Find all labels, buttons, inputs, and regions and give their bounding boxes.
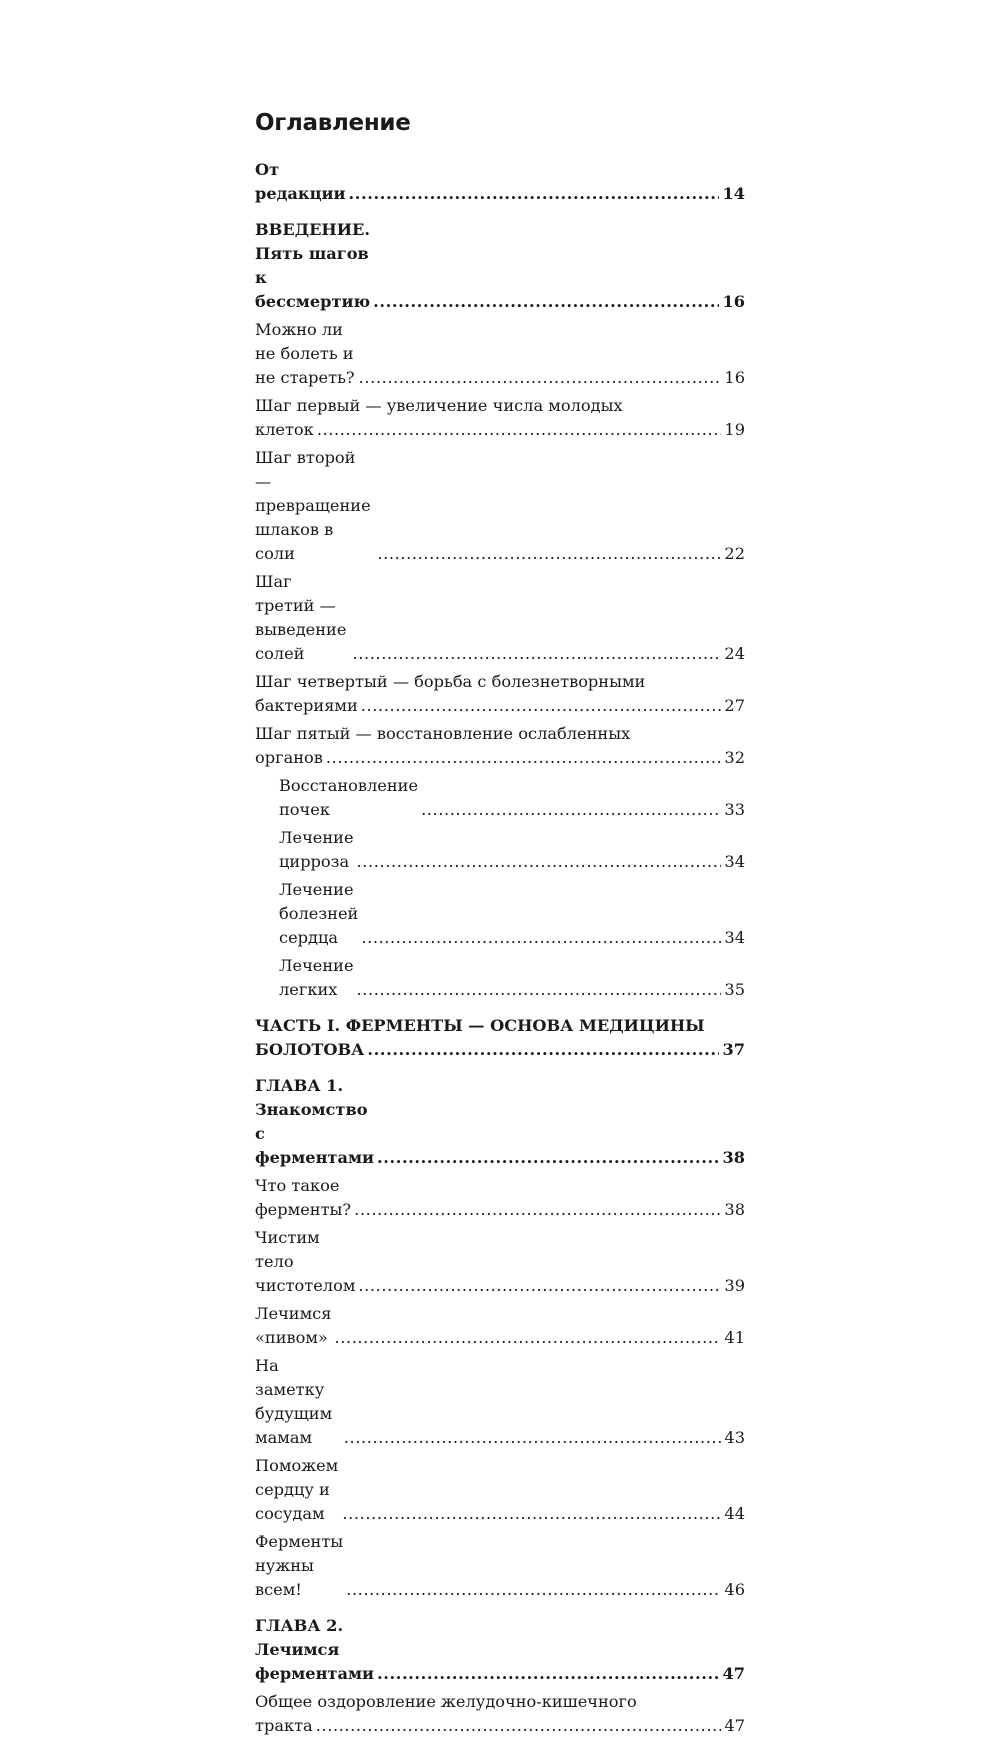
toc-page-number: 47 — [724, 1716, 745, 1735]
toc-page-number: 39 — [724, 1276, 745, 1295]
dot-leader — [373, 290, 719, 314]
toc-entry — [255, 446, 745, 566]
toc-page-number: 24 — [724, 644, 745, 663]
dot-leader — [334, 1326, 721, 1350]
toc-entry — [255, 1302, 745, 1350]
toc-entry-text-cont: тракта — [255, 1716, 313, 1735]
toc-list — [255, 158, 745, 1738]
toc-entry-text: Что такое ферменты? — [255, 1176, 352, 1219]
toc-entry-text: Восстановление почек — [279, 776, 419, 819]
toc-entry — [255, 1454, 745, 1526]
toc-entry-text: Общее оздоровление желудочно-кишечного — [255, 1692, 637, 1711]
toc-entry-text: Шаг пятый — восстановление ослабленных — [255, 724, 631, 743]
toc-entry-text: Лечение легких — [279, 956, 354, 999]
dot-leader — [344, 1426, 722, 1450]
toc-page-number: 32 — [724, 748, 745, 767]
toc-page-number: 22 — [724, 544, 745, 563]
toc-heading: Оглавление — [255, 110, 411, 136]
dot-leader — [377, 542, 721, 566]
dot-leader — [354, 1198, 721, 1222]
toc-page-number: 44 — [724, 1504, 745, 1523]
toc-entry — [255, 1530, 745, 1602]
dot-leader — [352, 642, 721, 666]
dot-leader — [317, 418, 722, 442]
toc-entry — [255, 1354, 745, 1450]
toc-entry-part-1 — [255, 1014, 745, 1062]
dot-leader — [342, 1502, 721, 1526]
dot-leader — [357, 850, 722, 874]
toc-entry-text: Шаг третий — выведение солей — [255, 572, 347, 663]
toc-page-number: 46 — [724, 1580, 745, 1599]
dot-leader — [377, 1662, 719, 1686]
dot-leader — [358, 1274, 721, 1298]
toc-page — [255, 104, 745, 1742]
toc-page-number: 27 — [724, 696, 745, 715]
dot-leader — [346, 1578, 721, 1602]
toc-page-number: 43 — [724, 1428, 745, 1447]
toc-entry-multiline — [255, 394, 745, 442]
toc-entry-text-cont: БОЛОТОВА — [255, 1040, 365, 1059]
dot-leader — [377, 1146, 719, 1170]
toc-entry-chapter-2 — [255, 1614, 745, 1686]
dot-leader — [421, 798, 721, 822]
dot-leader — [349, 182, 720, 206]
toc-entry-multiline — [255, 722, 745, 770]
toc-entry-text: Шаг четвертый — борьба с болезнетворными — [255, 672, 646, 691]
toc-entry-text: Лечимся «пивом» — [255, 1304, 332, 1347]
toc-page-number: 38 — [722, 1148, 745, 1167]
toc-entry — [255, 1174, 745, 1222]
toc-entry-introduction — [255, 218, 745, 314]
toc-entry-line — [255, 1714, 745, 1738]
toc-page-number: 34 — [724, 852, 745, 871]
toc-page-number: 38 — [724, 1200, 745, 1219]
toc-page-number: 19 — [724, 420, 745, 439]
dot-leader — [357, 978, 722, 1002]
toc-entry-text: Лечение болезней сердца — [279, 880, 359, 947]
toc-entry-text: Ферменты нужны всем! — [255, 1532, 344, 1599]
toc-subentry — [255, 878, 745, 950]
toc-page-number: 16 — [724, 368, 745, 387]
toc-entry-text: ГЛАВА 1. Знакомство с ферментами — [255, 1076, 375, 1167]
dot-leader — [316, 1714, 722, 1738]
toc-entry-multiline — [255, 1690, 745, 1738]
toc-entry-line — [255, 694, 745, 718]
toc-page-number: 34 — [724, 928, 745, 947]
toc-entry-text-cont: органов — [255, 748, 323, 767]
dot-leader — [326, 746, 722, 770]
toc-entry-text-cont: клеток — [255, 420, 314, 439]
toc-entry-text: ГЛАВА 2. Лечимся ферментами — [255, 1616, 375, 1683]
toc-entry-line — [255, 746, 745, 770]
toc-entry-text: Можно ли не болеть и не стареть? — [255, 320, 355, 387]
toc-page-number: 14 — [722, 184, 745, 203]
dot-leader — [361, 694, 722, 718]
toc-entry-editorial — [255, 158, 745, 206]
toc-entry-text: Шаг первый — увеличение числа молодых — [255, 396, 623, 415]
toc-entry — [255, 318, 745, 390]
toc-entry-line — [255, 1038, 745, 1062]
toc-subentry — [255, 954, 745, 1002]
toc-page-number: 35 — [724, 980, 745, 999]
toc-entry-text: Лечение цирроза — [279, 828, 354, 871]
toc-subentry — [255, 774, 745, 822]
toc-entry-multiline — [255, 670, 745, 718]
dot-leader — [367, 1038, 719, 1062]
toc-entry-text: ВВЕДЕНИЕ. Пять шагов к бессмертию — [255, 220, 371, 311]
toc-entry-text-cont: бактериями — [255, 696, 358, 715]
toc-entry-text: Поможем сердцу и сосудам — [255, 1456, 339, 1523]
toc-entry-line — [255, 418, 745, 442]
toc-entry-text: ЧАСТЬ I. ФЕРМЕНТЫ — ОСНОВА МЕДИЦИНЫ — [255, 1016, 705, 1035]
toc-entry-text: От редакции — [255, 160, 346, 203]
toc-entry — [255, 1226, 745, 1298]
toc-page-number: 41 — [724, 1328, 745, 1347]
toc-entry-text: Чистим тело чистотелом — [255, 1228, 356, 1295]
toc-subentry — [255, 826, 745, 874]
dot-leader — [359, 366, 722, 390]
dot-leader — [361, 926, 721, 950]
toc-page-number: 47 — [722, 1664, 745, 1683]
toc-page-number: 16 — [722, 292, 745, 311]
toc-entry-text: Шаг второй — превращение шлаков в соли — [255, 448, 371, 563]
toc-entry — [255, 570, 745, 666]
toc-page-number: 37 — [722, 1040, 745, 1059]
toc-entry-chapter-1 — [255, 1074, 745, 1170]
toc-entry-text: На заметку будущим мамам — [255, 1356, 333, 1447]
toc-page-number: 33 — [724, 800, 745, 819]
